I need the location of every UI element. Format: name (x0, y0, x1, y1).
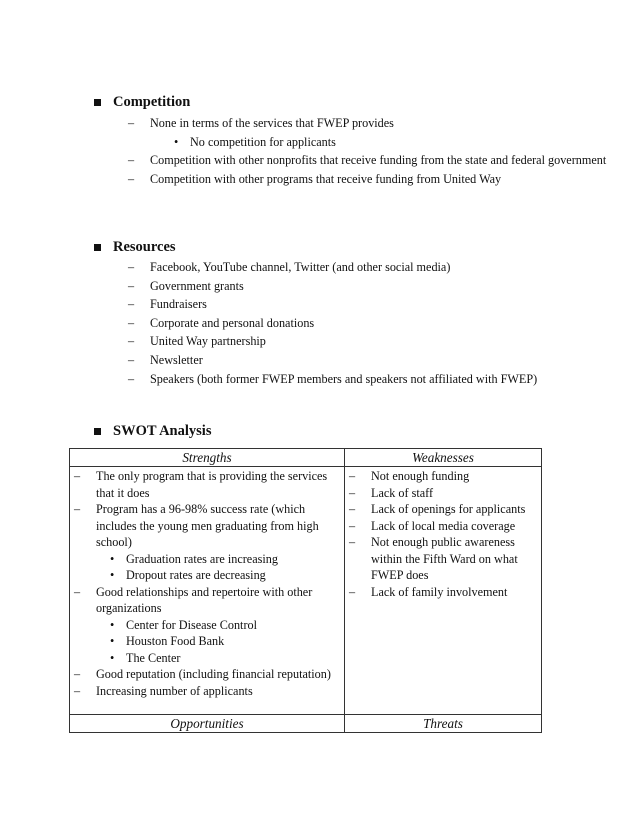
resources-list (128, 258, 612, 388)
weaknesses-cell (345, 467, 542, 715)
list-item: – Newsletter (128, 351, 612, 370)
list-item: – Corporate and personal donations (128, 314, 612, 333)
list-item: – United Way partnership (128, 332, 612, 351)
threats-header: Threats (345, 715, 542, 733)
strengths-header: Strengths (70, 449, 345, 467)
resources-section (92, 238, 612, 388)
opportunities-header: Opportunities (70, 715, 345, 733)
list-item: – Program has a 96-98% success rate (which includes the young men graduating from high school) • Graduation rates are increasing • Dropout rates are decreasing (74, 501, 338, 584)
swot-heading-text: SWOT Analysis (113, 423, 212, 439)
strengths-list (74, 468, 338, 699)
square-bullet-icon (94, 99, 101, 106)
swot-table (69, 448, 542, 733)
strengths-sublist (108, 551, 338, 584)
list-item: – Not enough public awareness within the Fifth Ward on what FWEP does (349, 534, 535, 584)
list-item: • The Center (108, 650, 338, 667)
square-bullet-icon (94, 244, 101, 251)
resources-heading (92, 238, 612, 256)
list-item: – Lack of local media coverage (349, 518, 535, 535)
list-item: – Government grants (128, 277, 612, 296)
list-item: • Center for Disease Control (108, 617, 338, 634)
weaknesses-list (349, 468, 535, 600)
list-item: – Facebook, YouTube channel, Twitter (and other social media) (128, 258, 612, 277)
competition-list (128, 114, 612, 188)
square-bullet-icon (94, 428, 101, 435)
resources-heading-text: Resources (113, 239, 176, 255)
strengths-cell (70, 467, 345, 715)
list-item: • Dropout rates are decreasing (108, 567, 338, 584)
list-item: – Lack of staff (349, 485, 535, 502)
list-item: – Lack of openings for applicants (349, 501, 535, 518)
weaknesses-header: Weaknesses (345, 449, 542, 467)
list-item: – Good reputation (including financial reputation) (74, 666, 338, 683)
list-item: • Graduation rates are increasing (108, 551, 338, 568)
list-item: – Fundraisers (128, 295, 612, 314)
list-item: – Lack of family involvement (349, 584, 535, 601)
list-item: – None in terms of the services that FWEP provides • No competition for applicants (128, 114, 612, 151)
competition-heading (92, 93, 612, 111)
list-item: – The only program that is providing the services that it does (74, 468, 338, 501)
list-item: – Good relationships and repertoire with other organizations • Center for Disease Control • Houston Food Bank • The Center (74, 584, 338, 667)
competition-sublist (172, 133, 612, 152)
list-item: – Competition with other programs that receive funding from United Way (128, 170, 612, 189)
list-item: • No competition for applicants (172, 133, 612, 152)
list-item: – Competition with other nonprofits that receive funding from the state and federal government (128, 151, 612, 170)
list-item: • Houston Food Bank (108, 633, 338, 650)
swot-heading (92, 422, 612, 440)
list-item: – Speakers (both former FWEP members and speakers not affiliated with FWEP) (128, 370, 612, 389)
strengths-sublist (108, 617, 338, 667)
competition-heading-text: Competition (113, 94, 191, 110)
list-item: – Increasing number of applicants (74, 683, 338, 700)
competition-section (92, 93, 612, 188)
list-item: – Not enough funding (349, 468, 535, 485)
swot-section (92, 422, 612, 440)
